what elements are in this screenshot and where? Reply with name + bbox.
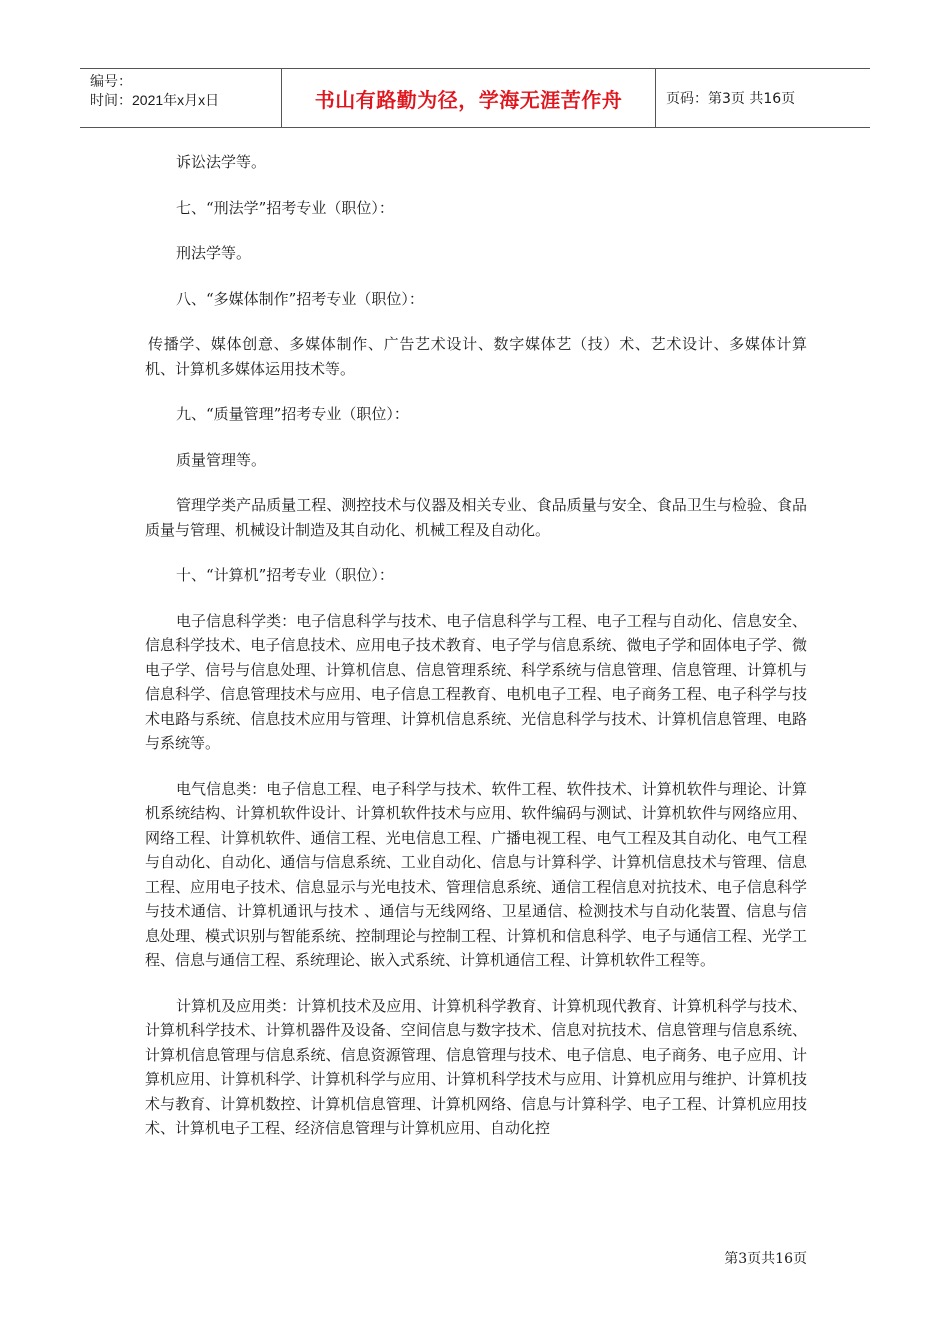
section-heading: 八、“多媒体制作”招考专业（职位）：	[176, 289, 424, 308]
paragraph: 计算机及应用类：计算机技术及应用、计算机科学教育、计算机现代教育、计算机科学与技术、计算机科学技术、计算机器件及设备、空间信息与数字技术、信息对抗技术、信息管理与信息系统、计算机信息管理与信息系统、信息资源管理、信息管理与技术、电子信息、电子商务、电子应用、计算机应用、计算机科学、计算机科学与应用、计算机科学技术与应用、计算机应用与维护、计算机技术与教育、计算机数控、计算机信息管理、计算机网络、信息与计算科学、电子工程、计算机应用技术、计算机电子工程、经济信息管理与计算机应用、自动化控	[145, 996, 807, 1137]
header-time-label: 时间：2021年x月x日	[90, 92, 220, 108]
paragraph: 传播学、媒体创意、多媒体制作、广告艺术设计、数字媒体艺（技）术、艺术设计、多媒体计算机、计算机多媒体运用技术等。	[145, 335, 807, 378]
section-heading: 七、“刑法学”招考专业（职位）：	[176, 198, 394, 217]
section-heading: 九、“质量管理”招考专业（职位）：	[176, 405, 409, 423]
paragraph: 质量管理等。	[176, 450, 267, 469]
paragraph: 电气信息类：电子信息工程、电子科学与技术、软件工程、软件技术、计算机软件与理论、计算机系统结构、计算机软件设计、计算机软件技术与应用、软件编码与测试、计算机软件与网络应用、网络工程、计算机软件、通信工程、光电信息工程、广播电视工程、电气工程及其自动化、电气工程与自动化、自动化、通信与信息系统、工业自动化、信息与计算科学、计算机信息技术与管理、信息工程、应用电子技术、信息显示与光电技术、管理信息系统、通信工程信息对抗技术、电子信息科学与技术通信、计算机通讯与技术 、通信与无线网络、卫星通信、检测技术与自动化装置、信息与信息处理、模式识别与智能系统、控制理论与控制工程、计算机和信息科学、电子与通信工程、光学工程、信息与通信工程、系统理论、嵌入式系统、计算机通信工程、计算机软件工程等。	[145, 779, 807, 969]
page-footer: 第3页共16页	[724, 1251, 807, 1267]
header-page-info: 页码：第3页 共16页	[666, 91, 796, 107]
header-meta	[80, 69, 282, 127]
header-number-label: 编号：	[90, 73, 132, 89]
section-heading: 十、“计算机”招考专业（职位）：	[176, 566, 394, 584]
paragraph: 电子信息科学类：电子信息科学与技术、电子信息科学与工程、电子工程与自动化、信息安全、信息科学技术、电子信息技术、应用电子技术教育、电子学与信息系统、微电子学和固体电子学、微电子学、信号与信息处理、计算机信息、信息管理系统、科学系统与信息管理、信息管理、计算机与信息科学、信息管理技术与应用、电子信息工程教育、电机电子工程、电子商务工程、电子科学与技术电路与系统、信息技术应用与管理、计算机信息系统、光信息科学与技术、计算机信息管理、电路与系统等。	[145, 611, 807, 752]
paragraph: 管理学类产品质量工程、测控技术与仪器及相关专业、食品质量与安全、食品卫生与检验、食品质量与管理、机械设计制造及其自动化、机械工程及自动化。	[145, 496, 807, 539]
paragraph: 刑法学等。	[176, 244, 252, 262]
header-motto: 书山有路勤为径，学海无涯苦作舟	[282, 69, 656, 127]
paragraph: 诉讼法学等。	[176, 153, 267, 171]
document-body	[145, 150, 807, 1162]
page-header	[80, 68, 870, 128]
